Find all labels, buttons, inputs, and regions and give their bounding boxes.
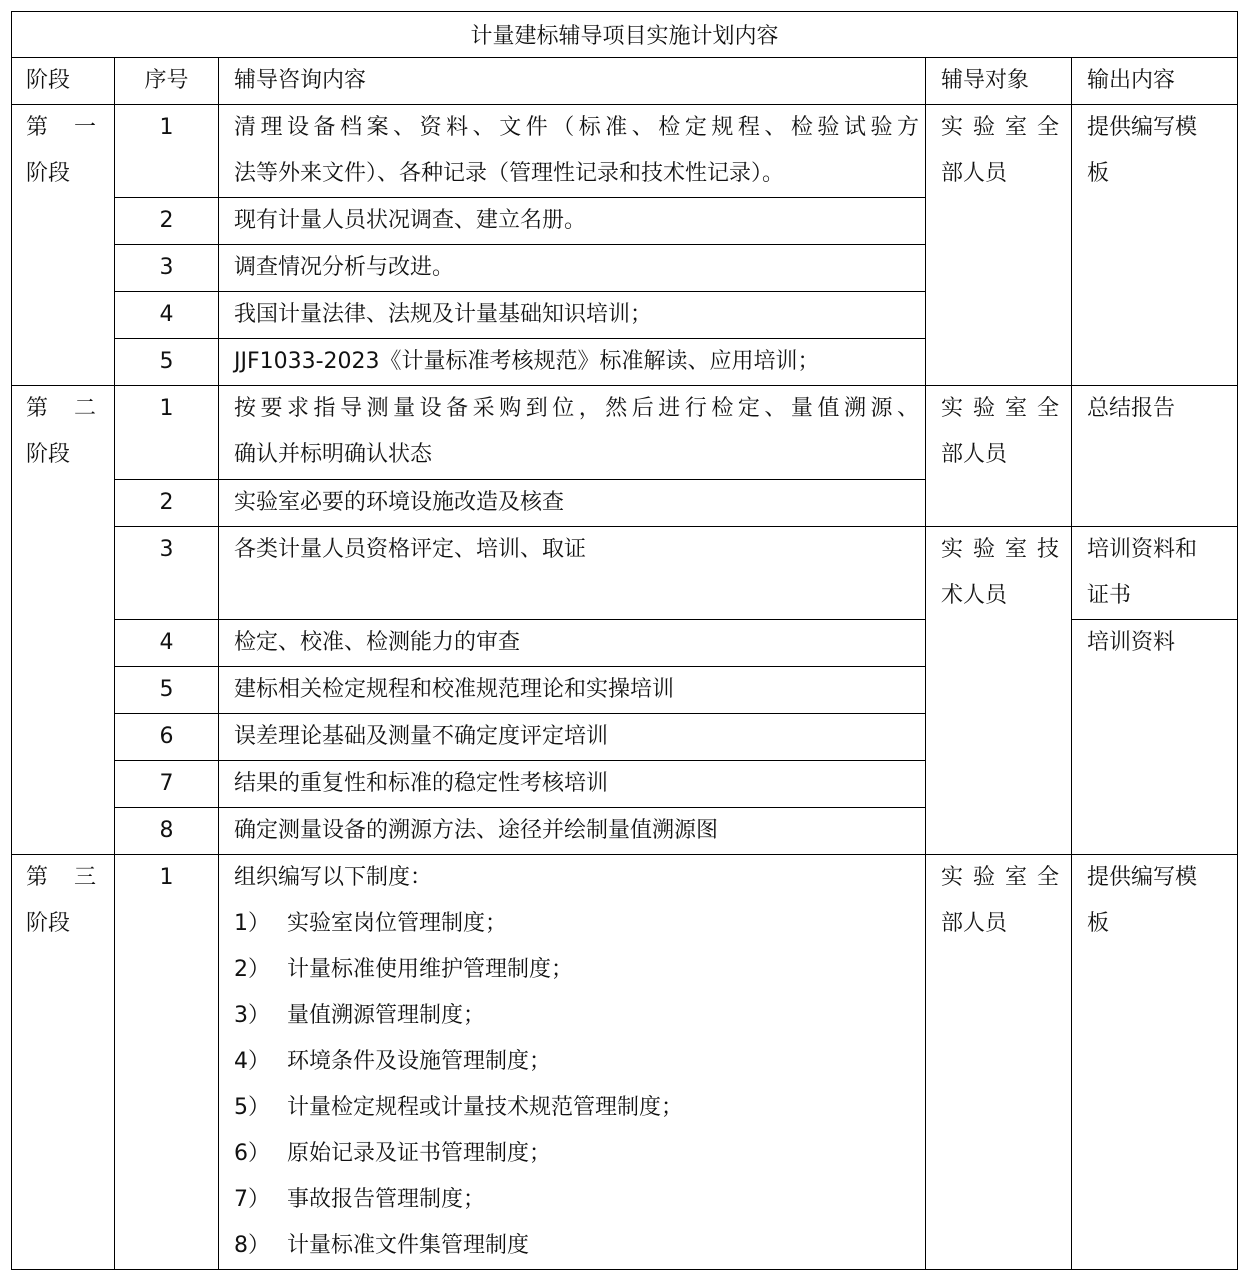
- stage-1-output: 提供编写模 板: [1072, 105, 1238, 386]
- header-row: [12, 58, 1238, 105]
- row-number: 2: [115, 198, 219, 245]
- row-content: 各类计量人员资格评定、培训、取证: [219, 527, 926, 620]
- row-content: 按要求指导测量设备采购到位，然后进行检定、量值溯源、 确认并标明确认状态: [219, 386, 926, 480]
- plan-table-wrapper: [11, 11, 1238, 1270]
- row-content: 调查情况分析与改进。: [219, 245, 926, 292]
- header-stage: 阶段: [12, 58, 115, 105]
- row-content: JJF1033-2023《计量标准考核规范》标准解读、应用培训；: [219, 339, 926, 386]
- row-number: 1: [115, 105, 219, 198]
- list-item: 3） 量值溯源管理制度；: [234, 1003, 486, 1028]
- list-intro: 组织编写以下制度：: [234, 865, 433, 890]
- row-number: 1: [115, 386, 219, 480]
- row-content: 确定测量设备的溯源方法、途径并绘制量值溯源图: [219, 808, 926, 855]
- row-number: 4: [115, 620, 219, 667]
- stage-2-target-b: 实验室技 术人员: [926, 527, 1072, 855]
- list-item: 6） 原始记录及证书管理制度；: [234, 1141, 552, 1166]
- list-item: 5） 计量检定规程或计量技术规范管理制度；: [234, 1095, 684, 1120]
- stage-2-target-a: 实验室全 部人员: [926, 386, 1072, 527]
- row-content: 检定、校准、检测能力的审查: [219, 620, 926, 667]
- header-content: 辅导咨询内容: [219, 58, 926, 105]
- stage-1-target: 实验室全 部人员: [926, 105, 1072, 386]
- table-row: [12, 855, 1238, 1270]
- row-content: [219, 855, 926, 1270]
- header-target: 辅导对象: [926, 58, 1072, 105]
- list-item: 1） 实验室岗位管理制度；: [234, 911, 508, 936]
- row-number: 7: [115, 761, 219, 808]
- row-number: 3: [115, 527, 219, 620]
- table-title: 计量建标辅导项目实施计划内容: [12, 12, 1238, 58]
- table-row: [12, 527, 1238, 620]
- stage-2-label: 第 二 阶段: [12, 386, 115, 855]
- list-item: 7） 事故报告管理制度；: [234, 1187, 486, 1212]
- header-no: 序号: [115, 58, 219, 105]
- stage-1-label: 第 一 阶段: [12, 105, 115, 386]
- row-content: 清理设备档案、资料、文件（标准、检定规程、检验试验方 法等外来文件）、各种记录（管理性记录和技术性记录）。: [219, 105, 926, 198]
- row-content: 实验室必要的环境设施改造及核查: [219, 480, 926, 527]
- table-row: [12, 386, 1238, 480]
- row-content: 现有计量人员状况调查、建立名册。: [219, 198, 926, 245]
- row-content: 误差理论基础及测量不确定度评定培训: [219, 714, 926, 761]
- row-number: 2: [115, 480, 219, 527]
- row-number: 3: [115, 245, 219, 292]
- list-item: 4） 环境条件及设施管理制度；: [234, 1049, 552, 1074]
- row-content: 建标相关检定规程和校准规范理论和实操培训: [219, 667, 926, 714]
- header-output: 输出内容: [1072, 58, 1238, 105]
- table-row: [12, 105, 1238, 198]
- row-number: 8: [115, 808, 219, 855]
- stage-3-target: 实验室全 部人员: [926, 855, 1072, 1270]
- row-number: 5: [115, 667, 219, 714]
- row-number: 5: [115, 339, 219, 386]
- row-number: 6: [115, 714, 219, 761]
- list-item: 2） 计量标准使用维护管理制度；: [234, 957, 574, 982]
- stage-2-output-b: 培训资料和 证书: [1072, 527, 1238, 620]
- stage-3-output: 提供编写模 板: [1072, 855, 1238, 1270]
- list-item: 8） 计量标准文件集管理制度: [234, 1233, 530, 1258]
- stage-2-output-a: 总结报告: [1072, 386, 1238, 527]
- row-number: 4: [115, 292, 219, 339]
- row-content: 结果的重复性和标准的稳定性考核培训: [219, 761, 926, 808]
- stage-3-label: 第 三 阶段: [12, 855, 115, 1270]
- row-number: 1: [115, 855, 219, 1270]
- row-content: 我国计量法律、法规及计量基础知识培训；: [219, 292, 926, 339]
- stage-2-output-c: 培训资料: [1072, 620, 1238, 855]
- plan-table: [11, 11, 1238, 1270]
